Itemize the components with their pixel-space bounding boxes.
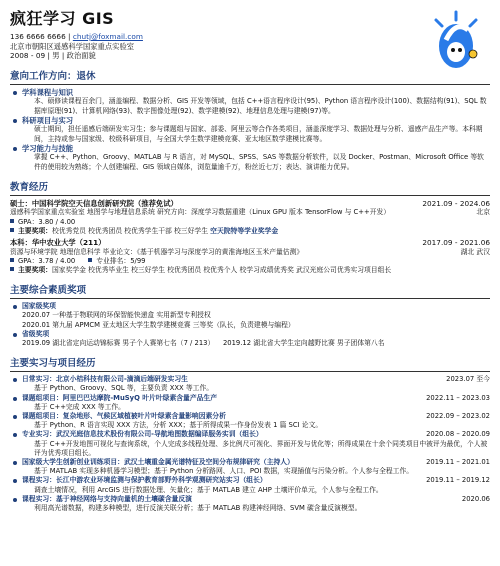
contact-line: 136 6666 6666 | chutj@foxmail.com: [10, 32, 143, 41]
list-item: 课题组项目：阿里巴巴达摩院-MuSyQ 叶片叶绿素含量产品生产 2022.11 – 2023.03 基于 C++完成 XXX 等工作。: [22, 393, 490, 411]
birth: 2008 - 09: [10, 51, 46, 61]
email-link[interactable]: chutj@foxmail.com: [72, 32, 143, 41]
list-item: 国家级大学生创新创业训练项目：武汉土壤重金属光谱特征及空间分布规律研究（主持人） 2019.11 – 2021.01 基于 MATLAB 实现多种机器学习模型；基于 Python 分析路网、人口、POI 数据，实现插值与污染分析。个人参与全程工作。: [22, 458, 490, 476]
phone: 136 6666 6666: [10, 32, 66, 41]
list-item: 科研项目与实习 硕士期间，担任遥感后端研发实习生；参与课题组与国家、部委、阿里云等合作各类项目，涵盖深度学习、数据处理与分析、遥感产品生产等。本科期间，主持或参与国家级、校级科研项目，与全国大学生数学建模竞赛、亚太地区数学建模比赛等。: [22, 116, 490, 144]
list-item: 省级奖项 2019.09 湖北省定向运动锦标赛 男子个人赛第七名（7 / 213） 2019.12 湖北省大学生定向越野比赛 男子团体第八名: [22, 330, 490, 348]
divider: [10, 195, 490, 196]
education-title: 教育经历: [10, 181, 49, 193]
honors-list: [10, 302, 490, 348]
list-item: 国家级奖项 2020.07 一种基于物联网的环保智能快递盒 实用新型专利授权 2020.01 第九届 APMCM 亚太地区大学生数学建模竞赛 三等奖（队长，负责建模与编程）: [22, 302, 490, 330]
list-item: 学习能力与技能 掌握 C++、Python、Groovy、MATLAB 与 R 语言，对 MySQL、SPSS、SAS 等数据分析软件，以及 Docker、Postman、Microsoft Office 等软件的使用较为熟练；个人创建编程、GIS 领域自媒体，浏览量逾千万，粉丝近七万；表达、演讲能力优异。: [22, 144, 490, 172]
header: [10, 6, 490, 61]
education-entry-bachelor: 本科：华中农业大学（211） 2017.09 - 2021.06 资源与环境学院 地理信息科学 毕业论文：《基于机器学习与深度学习的黄淮海地区玉米产量估测》 湖北 武汉 GPA：3.78 / 4.00 专业排名：5/99 主要奖项：国家奖学金 校优秀毕业生 校三好学生 校优秀团员 校优秀个人 校学习成绩优秀奖 武汉光庭公司优秀实习项目组长: [10, 237, 490, 274]
projects-list: [10, 375, 490, 513]
list-item: 学科课程与知识 本、硕修读课程百余门，涵盖编程、数据分析、GIS 开发等领域，包括 C++语言程序设计(95)、Python 语言程序设计(100)、数据结构(91)、SQL 数据库原理(91)、计算机网络(93)、数字图像处理(92)、数学建模(92)、地理信息处理与建模(97)等。: [22, 88, 490, 116]
intent-list: [10, 88, 490, 172]
education-entry-master: 硕士：中国科学院空天信息创新研究院（推荐免试） 2021.09 - 2024.06 遥感科学国家重点实验室 地图学与地理信息系统 研究方向：深度学习数据重建（Linux GPU 版本 TensorFlow 与 C++开发） 北京 GPA：3.80 / 4.00 主要奖项：校优秀党员 校优秀团员 校优秀学生干部 校三好学生 空天院特等学业奖学金: [10, 198, 490, 235]
profile-line: 2008 - 09 | 男 | 政治面貌: [10, 51, 96, 61]
divider: [10, 298, 490, 299]
intent-title: 意向工作方向：退休: [10, 70, 96, 82]
politics: 政治面貌: [66, 51, 96, 61]
divider: [10, 371, 490, 372]
address: 北京市朝阳区遥感科学国家重点实验室: [10, 41, 135, 51]
list-item: 课程实习：基于神经网络与支持向量机的土壤碳含量反演 2020.06 利用高光谱数据，构建多种模型，进行反演关联分析；基于 MATLAB 构建神经网络、SVM 碳含量反演模型。: [22, 494, 490, 513]
projects-title: 主要实习与项目经历: [10, 358, 96, 370]
divider: [10, 84, 490, 85]
list-item: 课题组项目：复杂地形、气候区域植被叶片叶绿素含量影响因素分析 2022.09 – 2023.02 基于 Python、R 语言实现 XXX 方法，分析 XXX；基于所得成果一作身份发表 1 篇 SCI 论文。: [22, 412, 490, 430]
gender: 男: [52, 51, 60, 61]
list-item: 日常实习：北京小桔科技有限公司-滴滴后端研发实习生 2023.07 至今 基于 Python、Groovy、SQL 等，主要负责 XXX 等工作。: [22, 375, 490, 393]
person-name: 疯狂学习 GIS: [10, 9, 115, 28]
avatar-image: [426, 10, 486, 72]
list-item: 专业实习：武汉光庭信息技术股份有限公司-导航地图数据编译服务实训（组长） 2020.08 – 2020.09 基于 C++开发地图可视化与查询系统，个人完成多线程处理、多比例尺可视化、界面开发与优化等；所得成果在十余个同类项目中被评为最优，个人被评为优秀项目组长。: [22, 430, 490, 457]
list-item: 课程实习：长江中游农业环境监测与保护教育部野外科学观测研究站实习（组长） 2019.11 – 2019.12 调查土壤情况，利用 ArcGIS 进行数据处理、矢量化；基于 MATLAB 建立 AHP 土壤评价单元，个人参与全程工作。: [22, 476, 490, 494]
honors-title: 主要综合素质奖项: [10, 285, 87, 297]
